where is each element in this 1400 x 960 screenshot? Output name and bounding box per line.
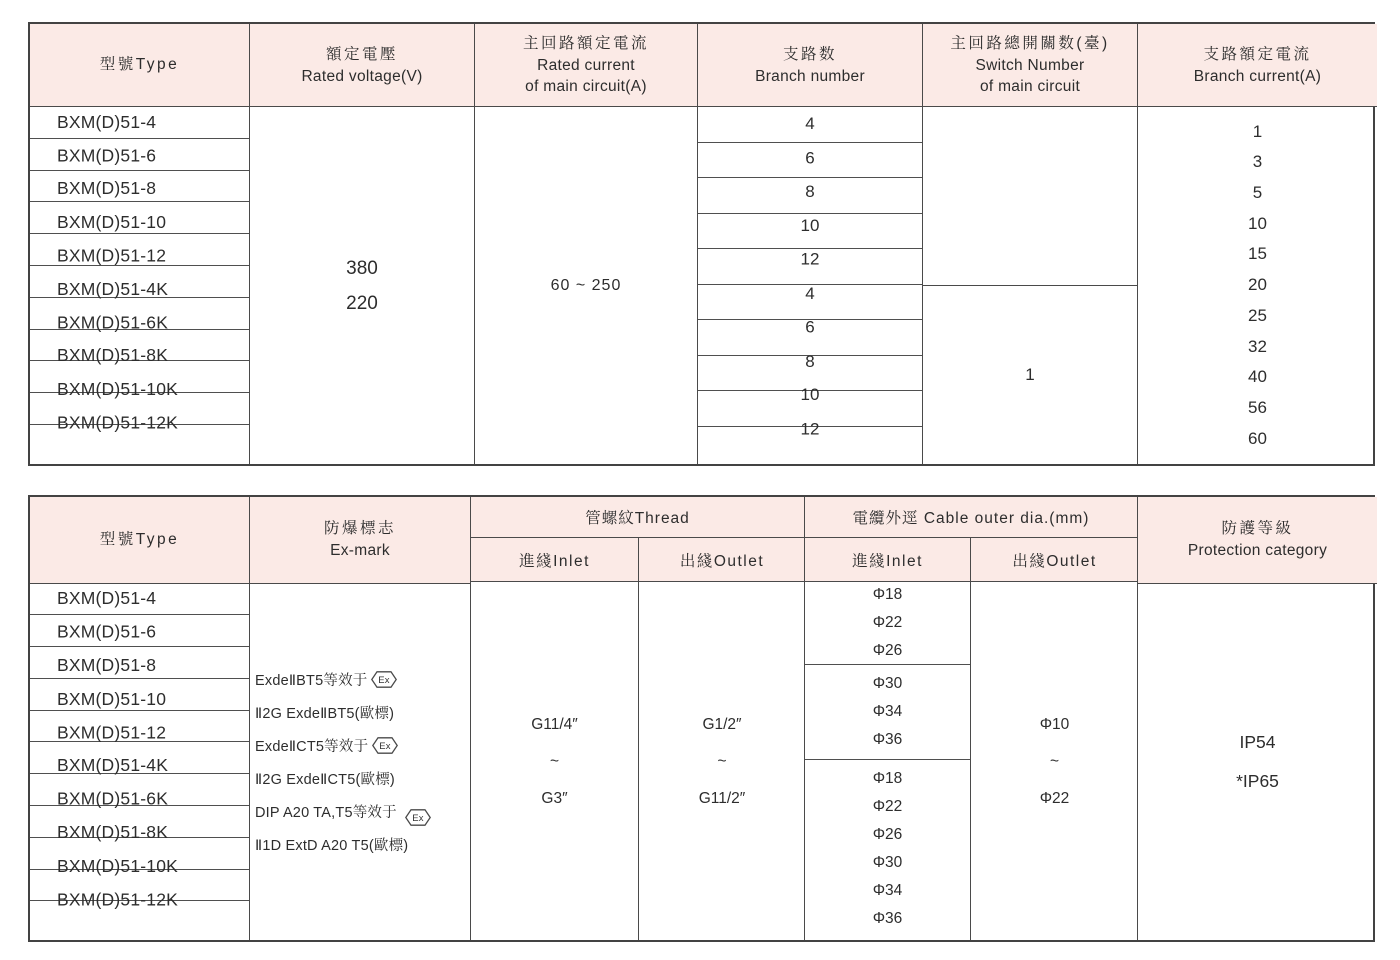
thread-value: G11/2″ xyxy=(698,789,746,807)
protection-header-en: Protection category xyxy=(1187,542,1328,560)
model-name: BXM(D)51-12 xyxy=(57,245,167,266)
thread-group-header xyxy=(471,497,804,538)
branch-current-value: 1 xyxy=(1252,121,1263,141)
model-list xyxy=(30,107,249,464)
branch-number: 4 xyxy=(805,114,815,134)
branch-number: 10 xyxy=(800,215,820,235)
cable-outlet-label: 出綫Outlet xyxy=(1012,552,1097,570)
range-tilde: ~ xyxy=(1049,752,1060,770)
cable-inlet-header xyxy=(805,538,970,582)
cable-outlet-header xyxy=(971,538,1138,582)
main-current-cell xyxy=(475,107,697,464)
thread-group xyxy=(470,497,804,940)
cable-dia-value: Φ36 xyxy=(872,909,903,927)
main-current-header xyxy=(475,24,697,107)
cable-group xyxy=(804,497,1137,940)
switch-number-value: 1 xyxy=(1025,364,1035,384)
table-row xyxy=(30,234,249,266)
table-row xyxy=(30,806,249,843)
model-name: BXM(D)51-6 xyxy=(57,621,157,642)
col-protection xyxy=(1137,497,1377,940)
exmark-line xyxy=(255,795,470,828)
cable-group-header xyxy=(805,497,1137,538)
switch-number-header-cjk: 主回路總開關数(臺) xyxy=(950,35,1110,52)
range-tilde: ~ xyxy=(717,752,727,770)
type-header-2-label: 型號Type xyxy=(99,530,180,548)
branch-number: 8 xyxy=(805,182,815,202)
cable-dia-value: Φ26 xyxy=(872,642,903,659)
main-current-header-en1: Rated current xyxy=(537,57,635,74)
rated-voltage-cell xyxy=(250,107,474,464)
exmark-line xyxy=(255,729,470,762)
branch-current-value: 56 xyxy=(1248,397,1267,417)
protection-header-cjk: 防護等級 xyxy=(1221,520,1294,538)
table-row xyxy=(30,742,249,774)
branch-number-header xyxy=(698,24,922,107)
table-row xyxy=(30,615,249,647)
table-row xyxy=(30,171,249,203)
branch-current-value: 3 xyxy=(1252,152,1263,172)
main-current-header-en2: of main circuit(A) xyxy=(525,78,647,95)
ex-hexagon-icon xyxy=(371,671,397,688)
exmark-text: ExdeⅡBT5等效于 xyxy=(255,672,368,689)
model-name: BXM(D)51-4K xyxy=(57,278,169,299)
svg-text:Ex: Ex xyxy=(378,674,391,686)
table-row xyxy=(698,317,922,356)
thread-group-label: 管螺紋Thread xyxy=(585,510,690,527)
cable-inlet-cell xyxy=(805,665,970,760)
branch-current-value: 5 xyxy=(1252,183,1263,203)
model-name: BXM(D)51-10K xyxy=(57,855,179,876)
table-row xyxy=(30,266,249,298)
table-row xyxy=(30,774,249,809)
cable-dia-value: Φ22 xyxy=(1039,789,1070,807)
switch-number-header-en1: Switch Number xyxy=(975,57,1085,74)
model-name: BXM(D)51-8 xyxy=(57,655,157,676)
thread-inlet-label: 進綫Inlet xyxy=(519,552,590,570)
thread-outlet-label: 出綫Outlet xyxy=(679,552,765,570)
branch-current-header-en: Branch current(A) xyxy=(1193,67,1322,85)
model-name: BXM(D)51-12K xyxy=(57,888,179,909)
col-exmark xyxy=(249,497,470,940)
table-row xyxy=(30,679,249,711)
type-header-label: 型號Type xyxy=(99,56,180,73)
model-name: BXM(D)51-10K xyxy=(57,379,179,400)
thread-outlet-header xyxy=(639,538,805,582)
table-row xyxy=(30,202,249,234)
exmark-text: Ⅱ2G ExdeⅡBT5(歐標) xyxy=(255,705,395,722)
table-row xyxy=(30,647,249,679)
switch-number-header-en2: of main circuit xyxy=(979,78,1081,95)
switch-number-header xyxy=(923,24,1137,107)
table-row xyxy=(30,298,249,333)
col-type-2 xyxy=(30,497,249,940)
cable-inlet-cells xyxy=(805,582,970,940)
voltage-value: 380 xyxy=(346,257,378,279)
cable-dia-value: Φ34 xyxy=(872,881,903,899)
type-header-2 xyxy=(30,497,249,584)
svg-text:Ex: Ex xyxy=(412,812,424,824)
branch-number: 12 xyxy=(800,419,820,439)
branch-current-value: 10 xyxy=(1248,213,1267,233)
exmark-line xyxy=(255,663,470,696)
table-row xyxy=(698,419,922,463)
table-row xyxy=(698,249,922,285)
col-branch-number xyxy=(697,24,922,464)
branch-current-value: 25 xyxy=(1248,305,1267,325)
exmark-cell xyxy=(250,584,470,941)
thread-value: G1/2″ xyxy=(702,715,742,733)
rated-voltage-header xyxy=(250,24,474,107)
table-row xyxy=(30,139,249,171)
model-name: BXM(D)51-12 xyxy=(57,721,167,742)
ex-hexagon-icon xyxy=(405,809,431,826)
col-type xyxy=(30,24,249,464)
table-row xyxy=(30,107,249,139)
branch-number: 6 xyxy=(805,317,815,337)
thread-inlet-cell xyxy=(471,582,638,940)
cable-inlet-cell xyxy=(805,582,970,665)
protection-cell xyxy=(1138,584,1377,941)
branch-number: 4 xyxy=(805,283,815,303)
model-list-2 xyxy=(30,584,249,941)
model-name: BXM(D)51-4 xyxy=(57,588,157,609)
branch-current-value: 15 xyxy=(1248,244,1267,264)
model-name: BXM(D)51-4 xyxy=(57,111,157,132)
main-spec-table xyxy=(28,22,1375,466)
thread-value: G3″ xyxy=(541,789,568,807)
rated-voltage-header-en: Rated voltage(V) xyxy=(301,67,423,85)
svg-text:Ex: Ex xyxy=(379,740,392,752)
switch-number-cells xyxy=(923,107,1137,464)
type-header xyxy=(30,24,249,107)
branch-current-value: 20 xyxy=(1248,275,1267,295)
table-row xyxy=(30,330,249,366)
thread-inlet-header xyxy=(471,538,638,582)
exmark-line xyxy=(255,696,470,729)
model-name: BXM(D)51-8K xyxy=(57,345,169,366)
model-name: BXM(D)51-6K xyxy=(57,788,169,809)
range-tilde: ~ xyxy=(549,752,560,770)
col-switch-number xyxy=(922,24,1137,464)
branch-current-value: 32 xyxy=(1248,336,1267,356)
table-row xyxy=(698,285,922,321)
cable-inlet-label: 進綫Inlet xyxy=(852,552,923,570)
ex-spec-table xyxy=(28,495,1375,942)
switch-number-cell-lower xyxy=(923,286,1137,465)
thread-value: G11/4″ xyxy=(531,715,578,733)
cable-dia-value: Φ18 xyxy=(872,586,903,603)
branch-number: 6 xyxy=(805,148,815,168)
protection-value: *IP65 xyxy=(1236,770,1279,791)
table-row xyxy=(30,711,249,743)
cable-group-label: 電纜外逕 Cable outer dia.(mm) xyxy=(852,510,1090,527)
model-name: BXM(D)51-12K xyxy=(57,412,179,433)
exmark-header-cjk: 防爆標志 xyxy=(323,520,396,538)
cable-dia-value: Φ30 xyxy=(872,853,903,871)
branch-number: 8 xyxy=(805,351,815,371)
table-row xyxy=(698,143,922,179)
model-name: BXM(D)51-10 xyxy=(57,212,167,233)
branch-current-header xyxy=(1138,24,1377,107)
model-name: BXM(D)51-6K xyxy=(57,312,169,333)
thread-outlet-col xyxy=(638,538,805,940)
cable-dia-value: Φ22 xyxy=(872,797,903,815)
cable-outlet-col xyxy=(970,538,1138,940)
branch-number-header-cjk: 支路数 xyxy=(782,45,837,63)
thread-inlet-col xyxy=(471,538,638,940)
cable-dia-value: Φ22 xyxy=(872,614,903,631)
cable-dia-value: Φ30 xyxy=(872,675,903,692)
branch-number: 12 xyxy=(800,249,820,269)
branch-current-value: 60 xyxy=(1248,428,1267,448)
exmark-text: ExdeⅡCT5等效于 xyxy=(255,738,369,755)
voltage-value: 220 xyxy=(346,292,378,314)
thread-outlet-cell xyxy=(639,582,805,940)
col-branch-current xyxy=(1137,24,1377,464)
branch-number: 10 xyxy=(800,385,820,405)
model-name: BXM(D)51-4K xyxy=(57,755,169,776)
exmark-line xyxy=(255,828,470,861)
main-current-header-cjk: 主回路額定電流 xyxy=(522,35,649,52)
cable-dia-value: Φ26 xyxy=(872,825,903,843)
branch-current-cell xyxy=(1138,107,1377,464)
exmark-text: DIP A20 TA,T5等效于 xyxy=(255,804,397,821)
exmark-text: Ⅱ1D ExtD A20 T5(歐標) xyxy=(255,837,409,854)
cable-inlet-cell xyxy=(805,760,970,937)
exmark-text: Ⅱ2G ExdeⅡCT5(歐標) xyxy=(255,771,395,788)
col-main-current xyxy=(474,24,697,464)
branch-number-header-en: Branch number xyxy=(755,67,865,85)
cable-dia-value: Φ18 xyxy=(872,769,903,787)
table-row xyxy=(698,178,922,214)
switch-number-cell-upper xyxy=(923,107,1137,286)
model-name: BXM(D)51-8K xyxy=(57,822,169,843)
protection-value: IP54 xyxy=(1239,731,1276,752)
cable-outlet-cell xyxy=(971,582,1138,940)
cable-dia-value: Φ10 xyxy=(1039,715,1070,733)
model-name: BXM(D)51-6 xyxy=(57,145,157,166)
branch-current-header-cjk: 支路額定電流 xyxy=(1203,45,1312,63)
branch-current-value: 40 xyxy=(1248,367,1267,387)
branch-number-list xyxy=(698,107,922,464)
exmark-header xyxy=(250,497,470,584)
col-rated-voltage xyxy=(249,24,474,464)
table-row xyxy=(698,214,922,250)
protection-header xyxy=(1138,497,1377,584)
model-name: BXM(D)51-8 xyxy=(57,178,157,199)
cable-inlet-col xyxy=(805,538,970,940)
cable-dia-value: Φ36 xyxy=(872,731,903,748)
exmark-header-en: Ex-mark xyxy=(330,542,390,560)
table-row xyxy=(698,107,922,143)
ex-hexagon-icon xyxy=(372,737,398,754)
exmark-line xyxy=(255,762,470,795)
rated-voltage-header-cjk: 額定電壓 xyxy=(325,45,398,63)
table-row xyxy=(30,584,249,616)
main-current-value: 60 ~ 250 xyxy=(550,276,622,294)
model-name: BXM(D)51-10 xyxy=(57,688,167,709)
cable-dia-value: Φ34 xyxy=(872,703,903,720)
